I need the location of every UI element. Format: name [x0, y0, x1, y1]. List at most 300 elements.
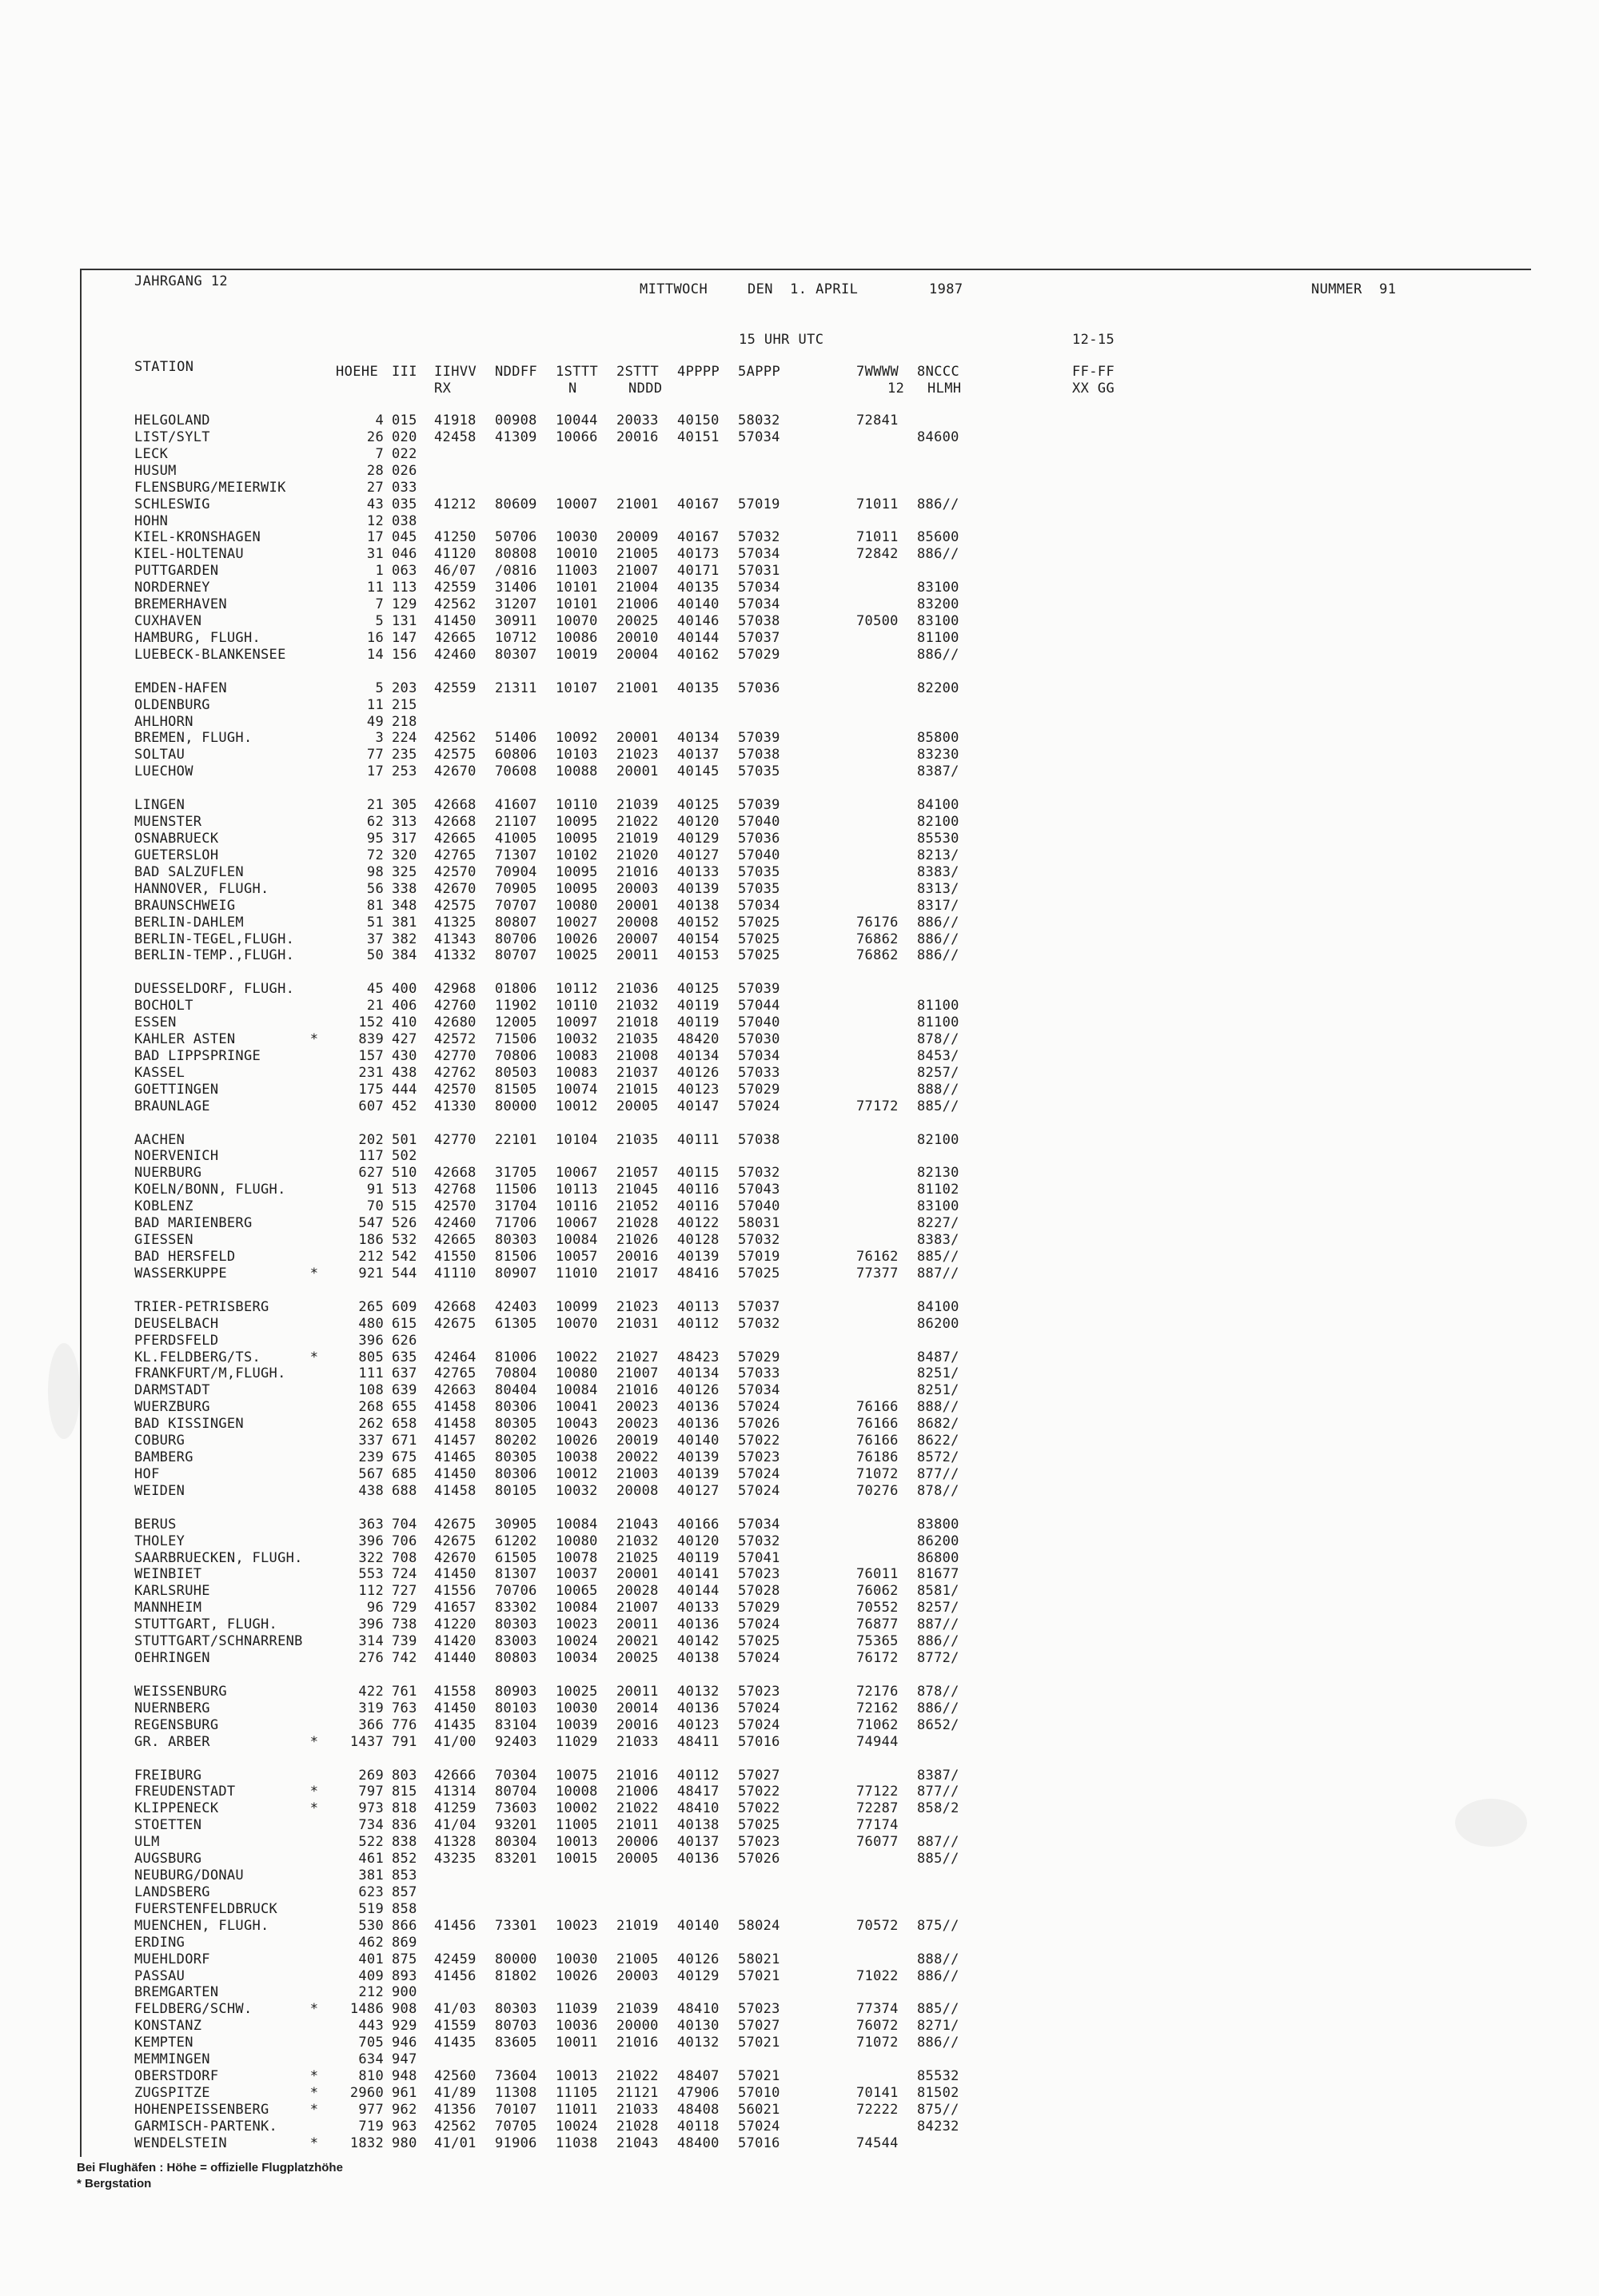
- station-iihvv: 41212: [434, 496, 477, 512]
- station-5appp: 57034: [738, 596, 780, 612]
- station-5appp: 57021: [738, 2035, 780, 2051]
- station-hoehe: 26: [366, 429, 384, 445]
- station-5appp: 57040: [738, 814, 780, 830]
- station-nddff: 70706: [495, 1583, 537, 1599]
- station-hoehe: 11: [366, 697, 384, 713]
- station-hoehe: 422: [358, 1684, 384, 1700]
- station-1sttt: 10012: [556, 1098, 598, 1114]
- station-2sttt: 21016: [616, 864, 659, 880]
- station-2sttt: 20019: [616, 1433, 659, 1449]
- station-2sttt: 21057: [616, 1165, 659, 1181]
- station-hoehe: 175: [358, 1082, 384, 1098]
- station-5appp: 57024: [738, 2119, 780, 2135]
- station-name: GARMISCH-PARTENK.: [134, 2119, 278, 2135]
- station-nddff: 70705: [495, 2119, 537, 2135]
- station-hoehe: 522: [358, 1834, 384, 1850]
- station-iii: 947: [392, 2051, 417, 2067]
- station-4pppp: 40153: [677, 947, 720, 963]
- station-4pppp: 40136: [677, 1851, 720, 1867]
- station-4pppp: 40120: [677, 1533, 720, 1549]
- station-1sttt: 10024: [556, 1633, 598, 1649]
- station-nddff: 80807: [495, 915, 537, 931]
- station-7wwww: 76072: [856, 2018, 899, 2034]
- station-4pppp: 40139: [677, 1449, 720, 1465]
- station-nddff: 60806: [495, 747, 537, 763]
- station-iihvv: 41556: [434, 1583, 477, 1599]
- station-iihvv: 41450: [434, 613, 477, 629]
- station-hoehe: 16: [366, 630, 384, 646]
- station-iihvv: 42680: [434, 1014, 477, 1030]
- station-name: HOF: [134, 1466, 160, 1482]
- station-nddff: 70304: [495, 1768, 537, 1784]
- station-8nccc: 885//: [917, 2001, 959, 2017]
- mountain-marker: *: [309, 1031, 319, 1047]
- station-nddff: 12005: [495, 1014, 537, 1030]
- station-iihvv: 41657: [434, 1600, 477, 1616]
- station-iihvv: 42665: [434, 630, 477, 646]
- station-nddff: 80303: [495, 1232, 537, 1248]
- station-2sttt: 20004: [616, 647, 659, 663]
- station-name: GIESSEN: [134, 1232, 193, 1248]
- station-7wwww: 70141: [856, 2085, 899, 2101]
- station-7wwww: 71062: [856, 1717, 899, 1733]
- station-1sttt: 10066: [556, 429, 598, 445]
- station-7wwww: 76166: [856, 1416, 899, 1432]
- col-nddff: NDDFF: [495, 364, 538, 380]
- station-iihvv: 41/03: [434, 2001, 477, 2017]
- station-4pppp: 40116: [677, 1198, 720, 1214]
- station-1sttt: 11039: [556, 2001, 598, 2017]
- station-iii: 501: [392, 1132, 417, 1148]
- station-7wwww: 72162: [856, 1700, 899, 1716]
- station-2sttt: 21032: [616, 1533, 659, 1549]
- station-iihvv: 41450: [434, 1700, 477, 1716]
- station-8nccc: 8487/: [917, 1349, 959, 1365]
- station-1sttt: 10015: [556, 1851, 598, 1867]
- mountain-marker: *: [309, 2068, 319, 2084]
- station-2sttt: 21028: [616, 1215, 659, 1231]
- station-8nccc: 83100: [917, 580, 959, 596]
- station-8nccc: 8251/: [917, 1382, 959, 1398]
- station-4pppp: 40129: [677, 1968, 720, 1984]
- station-iii: 815: [392, 1784, 417, 1800]
- station-name: WASSERKUPPE: [134, 1266, 227, 1282]
- station-hoehe: 438: [358, 1483, 384, 1499]
- document-frame: [80, 269, 1531, 2157]
- station-hoehe: 262: [358, 1416, 384, 1432]
- station-2sttt: 20023: [616, 1399, 659, 1415]
- station-1sttt: 10080: [556, 1365, 598, 1381]
- station-name: AHLHORN: [134, 714, 193, 730]
- station-hoehe: 11: [366, 580, 384, 596]
- station-iii: 763: [392, 1700, 417, 1716]
- station-iihvv: 42665: [434, 831, 477, 847]
- station-name: GUETERSLOH: [134, 847, 219, 863]
- station-hoehe: 7: [375, 596, 384, 612]
- station-8nccc: 886//: [917, 1633, 959, 1649]
- station-hoehe: 17: [366, 529, 384, 545]
- station-1sttt: 10097: [556, 1014, 598, 1030]
- station-1sttt: 10099: [556, 1299, 598, 1315]
- station-hoehe: 381: [358, 1867, 384, 1883]
- station-hoehe: 152: [358, 1014, 384, 1030]
- station-iihvv: 41450: [434, 1566, 477, 1582]
- station-name: PFERDSFELD: [134, 1333, 219, 1349]
- station-hoehe: 17: [366, 763, 384, 779]
- station-4pppp: 40122: [677, 1215, 720, 1231]
- station-nddff: 31207: [495, 596, 537, 612]
- station-8nccc: 85530: [917, 831, 959, 847]
- station-8nccc: 8453/: [917, 1048, 959, 1064]
- station-iihvv: 42760: [434, 998, 477, 1014]
- station-iihvv: 41332: [434, 947, 477, 963]
- station-1sttt: 10070: [556, 1316, 598, 1332]
- station-iii: 400: [392, 981, 417, 997]
- station-name: BRAUNSCHWEIG: [134, 898, 236, 914]
- station-hoehe: 805: [358, 1349, 384, 1365]
- station-name: OLDENBURG: [134, 697, 210, 713]
- station-name: SOLTAU: [134, 747, 185, 763]
- station-nddff: 30905: [495, 1517, 537, 1533]
- station-hoehe: 314: [358, 1633, 384, 1649]
- station-4pppp: 40129: [677, 831, 720, 847]
- station-iii: 045: [392, 529, 417, 545]
- station-4pppp: 40119: [677, 998, 720, 1014]
- station-1sttt: 10113: [556, 1182, 598, 1198]
- station-4pppp: 40146: [677, 613, 720, 629]
- station-4pppp: 40173: [677, 546, 720, 562]
- station-iii: 203: [392, 680, 417, 696]
- station-7wwww: 72176: [856, 1684, 899, 1700]
- station-7wwww: 71011: [856, 529, 899, 545]
- station-name: BAD KISSINGEN: [134, 1416, 244, 1432]
- station-iii: 542: [392, 1249, 417, 1265]
- col-7wwww-sub: 12: [887, 381, 905, 397]
- station-4pppp: 40138: [677, 1650, 720, 1666]
- station-name: HOHN: [134, 513, 169, 529]
- station-5appp: 57026: [738, 1416, 780, 1432]
- station-2sttt: 21019: [616, 831, 659, 847]
- station-hoehe: 21: [366, 998, 384, 1014]
- station-iihvv: 42459: [434, 1951, 477, 1967]
- station-8nccc: 886//: [917, 647, 959, 663]
- station-1sttt: 10026: [556, 931, 598, 947]
- station-2sttt: 20011: [616, 947, 659, 963]
- station-nddff: 80907: [495, 1266, 537, 1282]
- station-8nccc: 886//: [917, 1700, 959, 1716]
- station-7wwww: 72222: [856, 2102, 899, 2118]
- station-1sttt: 10038: [556, 1449, 598, 1465]
- station-name: WEISSENBURG: [134, 1684, 227, 1700]
- station-1sttt: 10023: [556, 1918, 598, 1934]
- station-iihvv: 42570: [434, 1082, 477, 1098]
- station-iii: 615: [392, 1316, 417, 1332]
- station-name: MEMMINGEN: [134, 2051, 210, 2067]
- station-5appp: 57043: [738, 1182, 780, 1198]
- station-name: LINGEN: [134, 797, 185, 813]
- station-2sttt: 20005: [616, 1851, 659, 1867]
- station-2sttt: 20006: [616, 1834, 659, 1850]
- station-5appp: 57032: [738, 529, 780, 545]
- station-hoehe: 1832: [349, 2135, 384, 2151]
- station-4pppp: 48410: [677, 1800, 720, 1816]
- station-nddff: 80903: [495, 1684, 537, 1700]
- station-5appp: 57027: [738, 1768, 780, 1784]
- station-name: BREMGARTEN: [134, 1984, 219, 2000]
- station-1sttt: 10095: [556, 881, 598, 897]
- station-nddff: 41607: [495, 797, 537, 813]
- station-7wwww: 76172: [856, 1650, 899, 1666]
- station-hoehe: 5: [375, 680, 384, 696]
- station-8nccc: 84600: [917, 429, 959, 445]
- station-name: BREMEN, FLUGH.: [134, 730, 253, 746]
- station-name: STOETTEN: [134, 1817, 202, 1833]
- station-5appp: 57033: [738, 1065, 780, 1081]
- station-iihvv: 41450: [434, 1466, 477, 1482]
- station-5appp: 57039: [738, 730, 780, 746]
- station-name: FLENSBURG/MEIERWIK: [134, 480, 286, 496]
- station-2sttt: 21003: [616, 1466, 659, 1482]
- mountain-marker: *: [309, 1800, 319, 1816]
- station-nddff: 30911: [495, 613, 537, 629]
- col-7wwww: 7WWWW: [856, 364, 899, 380]
- station-name: KARLSRUHE: [134, 1583, 210, 1599]
- station-iihvv: 42675: [434, 1316, 477, 1332]
- station-8nccc: 81100: [917, 630, 959, 646]
- station-iii: 063: [392, 563, 417, 579]
- station-hoehe: 2960: [349, 2085, 384, 2101]
- station-5appp: 57034: [738, 546, 780, 562]
- station-7wwww: 72841: [856, 413, 899, 429]
- station-name: BERLIN-TEGEL,FLUGH.: [134, 931, 295, 947]
- station-2sttt: 21004: [616, 580, 659, 596]
- station-name: PUTTGARDEN: [134, 563, 219, 579]
- station-iihvv: 41550: [434, 1249, 477, 1265]
- station-1sttt: 10095: [556, 864, 598, 880]
- station-hoehe: 480: [358, 1316, 384, 1332]
- station-5appp: 57019: [738, 1249, 780, 1265]
- station-hoehe: 111: [358, 1365, 384, 1381]
- station-4pppp: 40118: [677, 2119, 720, 2135]
- station-name: LUECHOW: [134, 763, 193, 779]
- station-hoehe: 973: [358, 1800, 384, 1816]
- station-name: DEUSELBACH: [134, 1316, 219, 1332]
- station-nddff: 22101: [495, 1132, 537, 1148]
- station-4pppp: 40119: [677, 1550, 720, 1566]
- station-name: LECK: [134, 446, 169, 462]
- station-8nccc: 886//: [917, 947, 959, 963]
- station-4pppp: 40134: [677, 1365, 720, 1381]
- station-iii: 776: [392, 1717, 417, 1733]
- station-nddff: 80000: [495, 1951, 537, 1967]
- station-7wwww: 74944: [856, 1734, 899, 1750]
- station-iihvv: 41110: [434, 1266, 477, 1282]
- station-iihvv: 41559: [434, 2018, 477, 2034]
- station-iihvv: 42770: [434, 1132, 477, 1148]
- station-1sttt: 10013: [556, 2068, 598, 2084]
- station-5appp: 58032: [738, 413, 780, 429]
- station-2sttt: 21032: [616, 998, 659, 1014]
- station-name: LANDSBERG: [134, 1884, 210, 1900]
- station-4pppp: 40144: [677, 630, 720, 646]
- station-hoehe: 1437: [349, 1734, 384, 1750]
- station-iii: 026: [392, 463, 417, 479]
- station-4pppp: 40134: [677, 730, 720, 746]
- station-1sttt: 10007: [556, 496, 598, 512]
- station-1sttt: 10083: [556, 1065, 598, 1081]
- station-7wwww: 76877: [856, 1616, 899, 1632]
- station-2sttt: 21007: [616, 1600, 659, 1616]
- station-4pppp: 48417: [677, 1784, 720, 1800]
- station-8nccc: 8572/: [917, 1449, 959, 1465]
- station-1sttt: 10034: [556, 1650, 598, 1666]
- station-2sttt: 21028: [616, 2119, 659, 2135]
- station-5appp: 57023: [738, 2001, 780, 2017]
- station-5appp: 58031: [738, 1215, 780, 1231]
- station-5appp: 57034: [738, 429, 780, 445]
- station-hoehe: 56: [366, 881, 384, 897]
- station-2sttt: 20014: [616, 1700, 659, 1716]
- station-iii: 430: [392, 1048, 417, 1064]
- station-iihvv: 41457: [434, 1433, 477, 1449]
- station-iii: 147: [392, 630, 417, 646]
- station-iihvv: 42562: [434, 596, 477, 612]
- station-nddff: 80808: [495, 546, 537, 562]
- station-8nccc: 886//: [917, 496, 959, 512]
- station-1sttt: 11105: [556, 2085, 598, 2101]
- station-4pppp: 40136: [677, 1416, 720, 1432]
- station-8nccc: 8313/: [917, 881, 959, 897]
- station-name: STUTTGART, FLUGH.: [134, 1616, 278, 1632]
- station-hoehe: 462: [358, 1935, 384, 1951]
- station-2sttt: 21027: [616, 1349, 659, 1365]
- station-5appp: 57025: [738, 1266, 780, 1282]
- station-7wwww: 70500: [856, 613, 899, 629]
- station-hoehe: 51: [366, 915, 384, 931]
- station-hoehe: 797: [358, 1784, 384, 1800]
- station-7wwww: 70276: [856, 1483, 899, 1499]
- station-1sttt: 10030: [556, 1951, 598, 1967]
- station-nddff: 11506: [495, 1182, 537, 1198]
- station-iii: 655: [392, 1399, 417, 1415]
- station-name: ERDING: [134, 1935, 185, 1951]
- station-4pppp: 48400: [677, 2135, 720, 2151]
- station-iii: 313: [392, 814, 417, 830]
- station-1sttt: 11010: [556, 1266, 598, 1282]
- station-5appp: 57034: [738, 1382, 780, 1398]
- station-iii: 685: [392, 1466, 417, 1482]
- station-hoehe: 276: [358, 1650, 384, 1666]
- station-iii: 406: [392, 998, 417, 1014]
- station-nddff: 81006: [495, 1349, 537, 1365]
- station-4pppp: 40152: [677, 915, 720, 931]
- station-4pppp: 40134: [677, 1048, 720, 1064]
- station-2sttt: 21007: [616, 563, 659, 579]
- station-iihvv: 41259: [434, 1800, 477, 1816]
- station-5appp: 57024: [738, 1616, 780, 1632]
- station-8nccc: 8581/: [917, 1583, 959, 1599]
- station-8nccc: 8682/: [917, 1416, 959, 1432]
- station-name: BERLIN-TEMP.,FLUGH.: [134, 947, 295, 963]
- station-iihvv: 42572: [434, 1031, 477, 1047]
- station-iii: 526: [392, 1215, 417, 1231]
- station-iii: 675: [392, 1449, 417, 1465]
- station-nddff: 80105: [495, 1483, 537, 1499]
- station-4pppp: 40123: [677, 1082, 720, 1098]
- station-name: ZUGSPITZE: [134, 2085, 210, 2101]
- station-8nccc: 8257/: [917, 1065, 959, 1081]
- station-8nccc: 8622/: [917, 1433, 959, 1449]
- station-hoehe: 319: [358, 1700, 384, 1716]
- station-name: HAMBURG, FLUGH.: [134, 630, 261, 646]
- station-hoehe: 363: [358, 1517, 384, 1533]
- station-iihvv: 42570: [434, 1198, 477, 1214]
- station-2sttt: 20009: [616, 529, 659, 545]
- station-name: KAHLER ASTEN: [134, 1031, 236, 1047]
- station-2sttt: 21008: [616, 1048, 659, 1064]
- station-hoehe: 366: [358, 1717, 384, 1733]
- station-name: FRANKFURT/M,FLUGH.: [134, 1365, 286, 1381]
- station-nddff: 11902: [495, 998, 537, 1014]
- station-nddff: 81505: [495, 1082, 537, 1098]
- station-hoehe: 401: [358, 1951, 384, 1967]
- station-8nccc: 82200: [917, 680, 959, 696]
- station-5appp: 57022: [738, 1800, 780, 1816]
- station-nddff: 70904: [495, 864, 537, 880]
- station-5appp: 56021: [738, 2102, 780, 2118]
- station-4pppp: 40154: [677, 931, 720, 947]
- station-iii: 502: [392, 1148, 417, 1164]
- col-1sttt: 1STTT: [556, 364, 599, 380]
- station-4pppp: 40162: [677, 647, 720, 663]
- station-2sttt: 21023: [616, 747, 659, 763]
- station-hoehe: 108: [358, 1382, 384, 1398]
- station-1sttt: 10107: [556, 680, 598, 696]
- station-5appp: 57040: [738, 847, 780, 863]
- station-name: OSNABRUECK: [134, 831, 219, 847]
- station-7wwww: 76166: [856, 1433, 899, 1449]
- station-nddff: 41005: [495, 831, 537, 847]
- station-hoehe: 634: [358, 2051, 384, 2067]
- station-hoehe: 70: [366, 1198, 384, 1214]
- station-hoehe: 607: [358, 1098, 384, 1114]
- station-1sttt: 10044: [556, 413, 598, 429]
- station-5appp: 57024: [738, 1717, 780, 1733]
- station-hoehe: 567: [358, 1466, 384, 1482]
- station-iihvv: 41330: [434, 1098, 477, 1114]
- station-1sttt: 10084: [556, 1382, 598, 1398]
- station-iii: 235: [392, 747, 417, 763]
- station-iihvv: 42562: [434, 730, 477, 746]
- station-8nccc: 8213/: [917, 847, 959, 863]
- station-nddff: 21107: [495, 814, 537, 830]
- station-iii: 022: [392, 446, 417, 462]
- station-iii: 704: [392, 1517, 417, 1533]
- station-2sttt: 20033: [616, 413, 659, 429]
- station-hoehe: 921: [358, 1266, 384, 1282]
- station-7wwww: 76176: [856, 915, 899, 931]
- station-name: COBURG: [134, 1433, 185, 1449]
- station-iii: 218: [392, 714, 417, 730]
- station-name: WEINBIET: [134, 1566, 202, 1582]
- station-nddff: 80707: [495, 947, 537, 963]
- station-5appp: 57038: [738, 613, 780, 629]
- station-iihvv: 42668: [434, 814, 477, 830]
- station-1sttt: 10095: [556, 814, 598, 830]
- station-5appp: 57029: [738, 1349, 780, 1365]
- station-4pppp: 40113: [677, 1299, 720, 1315]
- station-nddff: 70707: [495, 898, 537, 914]
